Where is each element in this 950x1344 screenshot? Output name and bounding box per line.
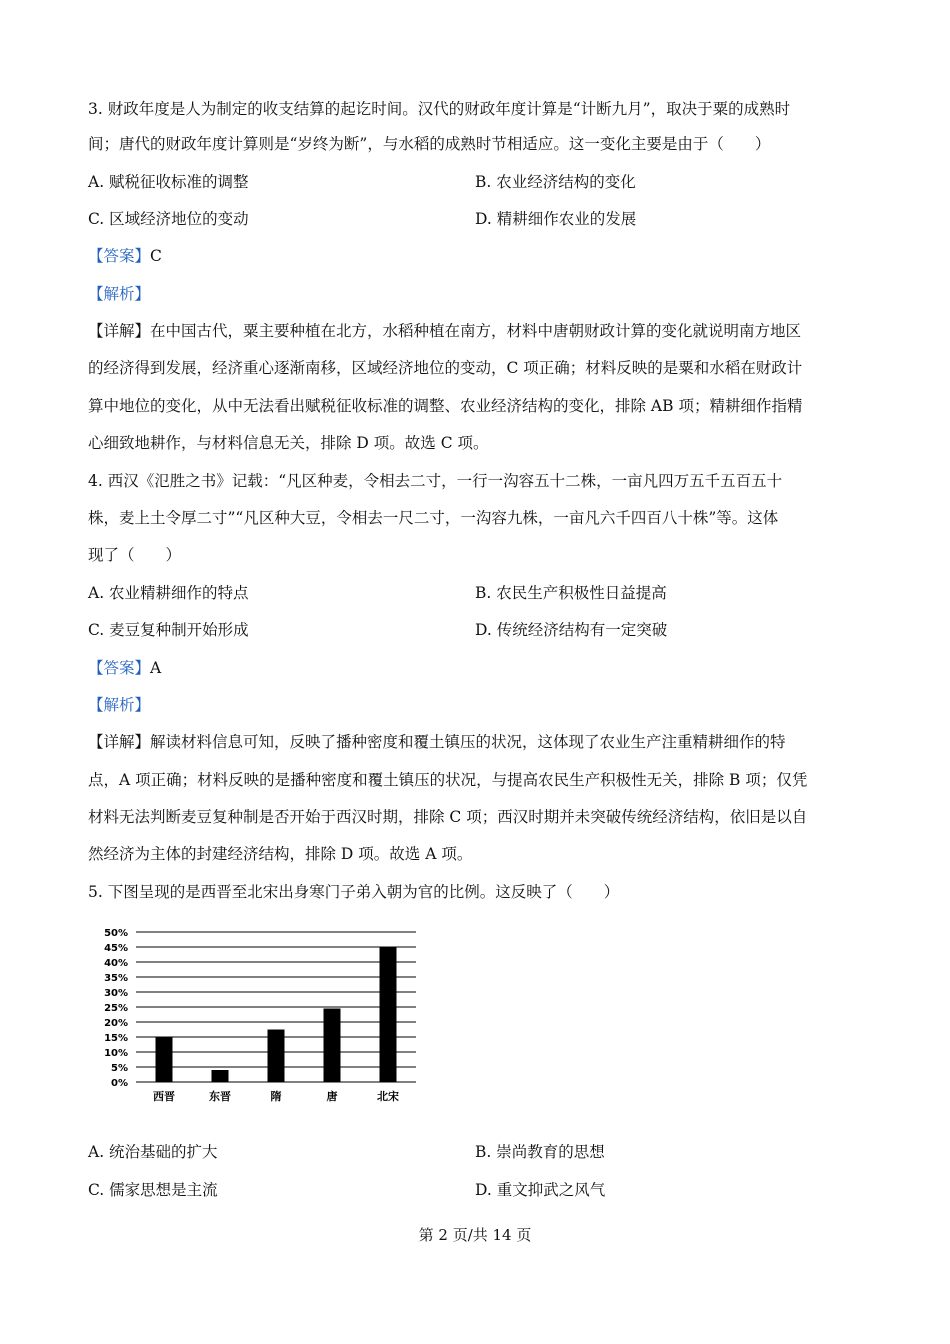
q3-option-c: C. 区域经济地位的变动	[88, 210, 249, 228]
q3-answer	[88, 245, 868, 267]
q4-analysis-tag: 【解析】	[88, 696, 151, 714]
q4-detail-line-1: 【详解】解读材料信息可知，反映了播种密度和覆土镇压的状况，这体现了农业生产注重精耕细作的特	[88, 733, 786, 751]
y-tick-label: 35%	[104, 973, 128, 984]
answer-tag: 【答案】	[88, 247, 151, 265]
q3-detail-line-2: 的经济得到发展，经济重心逐渐南移，区域经济地位的变动，C 项正确；材料反映的是粟和水稻在财政计	[88, 359, 803, 377]
q5-option-d: D. 重文抑武之风气	[475, 1181, 606, 1199]
q4-detail-line-2: 点，A 项正确；材料反映的是播种密度和覆土镇压的状况，与提高农民生产积极性无关，排除 B 项；仅凭	[88, 771, 808, 789]
detail-tag: 【详解】	[88, 322, 151, 340]
q3-option-b: B. 农业经济结构的变化	[475, 173, 636, 191]
bar	[268, 1030, 285, 1083]
y-tick-label: 50%	[104, 928, 128, 939]
q3-stem-line-1: 3. 财政年度是人为制定的收支结算的起讫时间。汉代的财政年度计算是“计断九月”，取决于粟的成熟时	[88, 100, 791, 118]
bar	[156, 1037, 173, 1082]
q4-option-d: D. 传统经济结构有一定突破	[475, 621, 668, 639]
q5-option-b: B. 崇尚教育的思想	[475, 1143, 605, 1161]
answer-value: C	[150, 247, 162, 265]
q4-answer	[88, 657, 868, 679]
q4-detail-line-4: 然经济为主体的封建经济结构，排除 D 项。故选 A 项。	[88, 845, 473, 863]
answer-value: A	[150, 659, 162, 677]
x-tick-label: 隋	[270, 1090, 282, 1103]
q4-stem-line-1: 4. 西汉《氾胜之书》记载：“凡区种麦，令相去二寸，一行一沟容五十二株，一亩凡四万五千五百五十	[88, 472, 783, 490]
y-tick-label: 25%	[104, 1003, 128, 1014]
x-tick-label: 西晋	[153, 1090, 175, 1103]
q5-stem: 5. 下图呈现的是西晋至北宋出身寒门子弟入朝为官的比例。这反映了（ ）	[88, 883, 620, 901]
bar	[212, 1070, 229, 1082]
y-tick-label: 5%	[111, 1063, 128, 1074]
q3-analysis-tag: 【解析】	[88, 285, 151, 303]
bar-chart	[96, 922, 426, 1112]
q3-option-d: D. 精耕细作农业的发展	[475, 210, 637, 228]
page-footer: 第 2 页/共 14 页	[418, 1226, 532, 1244]
q3-detail-line-3: 算中地位的变化，从中无法看出赋税征收标准的调整、农业经济结构的变化，排除 AB 项；精耕细作指精	[88, 397, 803, 415]
x-tick-label: 北宋	[377, 1090, 399, 1103]
q4-option-c: C. 麦豆复种制开始形成	[88, 621, 249, 639]
answer-tag: 【答案】	[88, 659, 151, 677]
detail-tag: 【详解】	[88, 733, 151, 751]
q4-option-a: A. 农业精耕细作的特点	[88, 584, 249, 602]
q3-detail-line-1: 【详解】在中国古代，粟主要种植在北方，水稻种植在南方，材料中唐朝财政计算的变化就说明南方地区	[88, 322, 802, 340]
x-tick-label: 唐	[326, 1090, 338, 1103]
q4-option-b: B. 农民生产积极性日益提高	[475, 584, 667, 602]
y-tick-label: 15%	[104, 1033, 128, 1044]
q4-detail-line-3: 材料无法判断麦豆复种制是否开始于西汉时期，排除 C 项；西汉时期并未突破传统经济结构，依旧是以自	[88, 808, 808, 826]
q4-stem-line-2: 株，麦上土令厚二寸”“凡区种大豆，令相去一尺二寸，一沟容九株，一亩凡六千四百八十株”等。这体	[88, 509, 779, 527]
x-tick-label: 东晋	[209, 1090, 231, 1103]
q3-detail-line-4: 心细致地耕作，与材料信息无关，排除 D 项。故选 C 项。	[88, 434, 489, 452]
q3-stem-line-2: 间；唐代的财政年度计算则是“岁终为断”，与水稻的成熟时节相适应。这一变化主要是由于（ ）	[88, 135, 771, 153]
y-tick-label: 40%	[104, 958, 128, 969]
y-tick-label: 45%	[104, 943, 128, 954]
y-tick-label: 20%	[104, 1018, 128, 1029]
bar	[380, 947, 397, 1082]
y-tick-label: 10%	[104, 1048, 128, 1059]
y-tick-label: 30%	[104, 988, 128, 999]
q4-stem-line-3: 现了（ ）	[88, 546, 182, 564]
q3-option-a: A. 赋税征收标准的调整	[88, 173, 249, 191]
q5-option-a: A. 统治基础的扩大	[88, 1143, 218, 1161]
bar	[324, 1009, 341, 1083]
q5-option-c: C. 儒家思想是主流	[88, 1181, 218, 1199]
y-tick-label: 0%	[111, 1078, 128, 1089]
